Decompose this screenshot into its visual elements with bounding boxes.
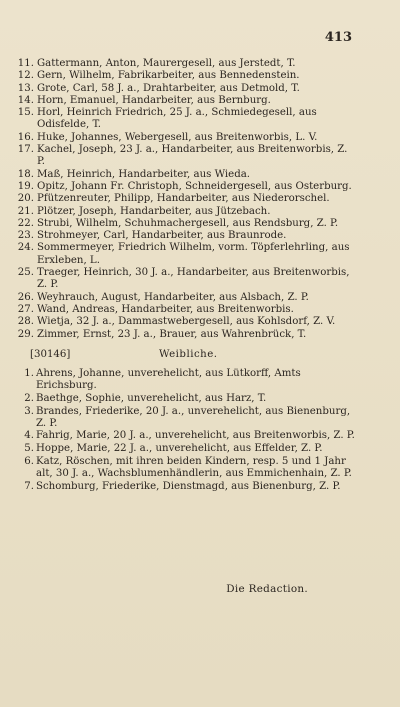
entry-number: 16. [17,131,34,143]
list-item [14,430,358,442]
entry-text: Ahrens, Johanne, unverehelicht, aus Lütkorff, Amts Erichsburg. [36,367,301,392]
entry-number: 14. [17,94,34,106]
entry-text: Horn, Emanuel, Handarbeiter, aus Bernburg. [37,94,271,106]
entry-text: Traeger, Heinrich, 30 J. a., Handarbeiter, aus Breitenworbis, Z. P. [37,267,350,291]
list-item [14,443,358,455]
entry-number: 25. [17,267,34,279]
entry-text: Horl, Heinrich Friedrich, 25 J. a., Schmiedegesell, aus Odisfelde, T. [37,107,317,131]
list-item [14,481,358,493]
entry-number: 23. [17,230,34,242]
list-item [14,70,358,82]
entry-number: 7. [24,480,34,492]
entry-number: 29. [17,328,34,340]
entry-text: Fahrig, Marie, 20 J. a., unverehelicht, aus Breitenworbis, Z. P. [36,430,355,442]
entry-number: 13. [17,82,34,94]
entry-text: Huke, Johannes, Webergesell, aus Breitenworbis, L. V. [37,131,318,143]
list-item [14,406,358,431]
list-item [14,368,358,393]
entry-list [14,58,358,493]
entry-number: 5. [24,443,34,455]
list-item [14,267,358,292]
list-item [14,169,358,181]
entry-number: 17. [17,144,34,156]
entry-text: Gattermann, Anton, Maurergesell, aus Jerstedt, T. [37,58,296,69]
entry-text: Strubi, Wilhelm, Schuhmachergesell, aus Rendsburg, Z. P. [37,217,339,229]
entry-text: Strohmeyer, Carl, Handarbeiter, aus Braunrode. [37,230,287,242]
entry-number: 28. [17,316,34,328]
entry-number: 22. [17,217,34,229]
entry-text: Brandes, Friederike, 20 J. a., unverehelicht, aus Bienenburg, Z. P. [36,405,351,429]
entry-text: Wietja, 32 J. a., Dammastwebergesell, aus Kohlsdorf, Z. V. [37,316,336,328]
list-item [14,181,358,193]
page-number: 413 [324,30,352,45]
male-entries [14,58,358,341]
list-item [14,393,358,405]
entry-text: Katz, Röschen, mit ihren beiden Kindern, resp. 5 und 1 Jahr alt, 30 J. a., Wachsblumenhändlerin, aus Emmichenhain, Z. P. [36,455,352,480]
entry-number: 3. [24,405,34,417]
entry-text: Opitz, Johann Fr. Christoph, Schneidergesell, aus Osterburg. [37,180,352,192]
list-item [14,230,358,242]
list-item [14,144,358,169]
entry-number: 20. [17,193,34,205]
list-item [14,316,358,328]
entry-number: 12. [17,70,34,82]
entry-number: 15. [17,107,34,119]
entry-number: 24. [17,242,34,254]
entry-text: Schomburg, Friederike, Dienstmagd, aus Bienenburg, Z. P. [36,480,341,492]
entry-number: 21. [17,205,34,217]
signature: Die Redaction. [226,583,308,595]
list-item [14,132,358,144]
list-item [14,456,358,481]
section-heading: Weibliche. [159,348,218,360]
entry-text: Plötzer, Joseph, Handarbeiter, aus Jützebach. [37,205,271,217]
section-reference: [30146] [30,348,71,360]
section-header [14,349,358,365]
list-item [14,292,358,304]
entry-text: Maß, Heinrich, Handarbeiter, aus Wieda. [37,168,251,180]
list-item [14,242,358,267]
list-item [14,329,358,341]
entry-number: 2. [24,392,34,404]
entry-text: Hoppe, Marie, 22 J. a., unverehelicht, aus Effelder, Z. P. [36,443,323,455]
entry-number: 27. [17,303,34,315]
entry-number: 19. [17,180,34,192]
entry-number: 18. [17,168,34,180]
entry-number: 4. [24,430,34,442]
entry-text: Gern, Wilhelm, Fabrikarbeiter, aus Bennedenstein. [37,70,300,82]
list-item [14,95,358,107]
entry-text: Baethge, Sophie, unverehelicht, aus Harz, T. [36,392,267,404]
list-item [14,206,358,218]
entry-number: 26. [17,291,34,303]
female-entries [14,368,358,493]
entry-number: 11. [17,58,34,69]
entry-text: Kachel, Joseph, 23 J. a., Handarbeiter, aus Breitenworbis, Z. P. [37,144,348,168]
entry-text: Wand, Andreas, Handarbeiter, aus Breitenworbis. [37,303,294,315]
list-item [14,304,358,316]
list-item [14,218,358,230]
entry-text: Pfützenreuter, Philipp, Handarbeiter, aus Niederorschel. [37,193,330,205]
entry-text: Sommermeyer, Friedrich Wilhelm, vorm. Töpferlehrling, aus Erxleben, L. [37,242,350,266]
entry-text: Zimmer, Ernst, 23 J. a., Brauer, aus Wahrenbrück, T. [37,328,307,340]
entry-number: 1. [24,367,34,379]
list-item [14,83,358,95]
list-item [14,193,358,205]
list-item [14,107,358,132]
entry-text: Grote, Carl, 58 J. a., Drahtarbeiter, aus Detmold, T. [37,82,300,94]
entry-number: 6. [24,455,34,467]
entry-text: Weyhrauch, August, Handarbeiter, aus Alsbach, Z. P. [37,291,309,303]
list-item [14,58,358,70]
